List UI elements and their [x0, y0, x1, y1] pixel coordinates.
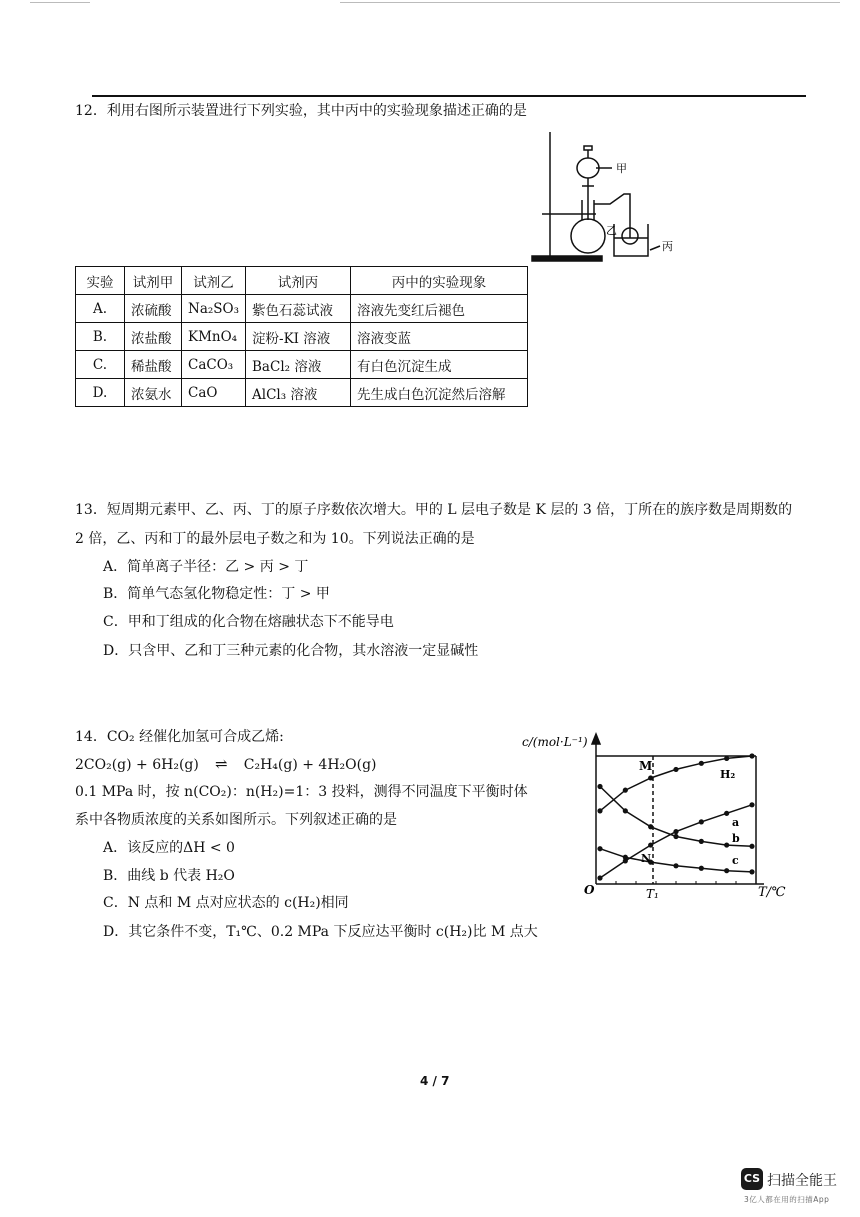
table-cell: 淀粉-KI 溶液 [246, 323, 351, 351]
series-label: a [732, 816, 740, 829]
data-point [673, 863, 678, 868]
table-row [76, 295, 528, 323]
data-point [699, 839, 704, 844]
q13-option-d: D．只含甲、乙和丁三种元素的化合物，其水溶液一定显碱性 [103, 643, 479, 659]
header-cell: 实验 [76, 267, 125, 295]
q14-equation [75, 754, 377, 775]
header-rule [92, 95, 806, 97]
q14-stem-line3: 0.1 MPa 时，按 n(CO₂)：n(H₂)=1：3 投料，测得不同温度下平衡时体 [75, 784, 528, 800]
equilibrium-arrow-icon: ⇌ [215, 755, 228, 773]
table-cell: CaCO₃ [182, 351, 246, 379]
table-cell: KMnO₄ [182, 323, 246, 351]
table-cell: 紫色石蕊试液 [246, 295, 351, 323]
scanner-logo: CS [741, 1168, 763, 1190]
q13-option-b: B．简单气态氢化物稳定性：丁 > 甲 [103, 586, 330, 602]
data-point [749, 844, 754, 849]
data-point [699, 819, 704, 824]
data-point [673, 834, 678, 839]
table-cell: BaCl₂ 溶液 [246, 351, 351, 379]
table-cell: B. [76, 323, 125, 351]
table-cell: 溶液先变红后褪色 [351, 295, 528, 323]
y-axis-arrow-icon [592, 734, 600, 744]
series-label: b [732, 832, 740, 845]
y-axis-label: c/(mol·L⁻¹) [522, 735, 588, 749]
data-point [648, 842, 653, 847]
equation-left: 2CO₂(g) + 6H₂(g) [75, 757, 199, 773]
label-bing: 丙 [662, 240, 673, 253]
data-point [724, 811, 729, 816]
table-cell: D. [76, 379, 125, 407]
q13-option-a: A．简单离子半径：乙 > 丙 > 丁 [103, 559, 309, 575]
q13-stem-line2: 2 倍，乙、丙和丁的最外层电子数之和为 10。下列说法正确的是 [75, 531, 475, 547]
point-label-m: M [639, 759, 653, 773]
series-line-c [600, 849, 752, 872]
data-point [749, 753, 754, 758]
series-line-H₂ [600, 756, 752, 811]
origin-label: O [584, 883, 595, 897]
table-cell: C. [76, 351, 125, 379]
scanner-app-name: 扫描全能王 [767, 1173, 837, 1189]
top-edge-line [30, 2, 90, 3]
data-point [623, 808, 628, 813]
table-cell: CaO [182, 379, 246, 407]
page-number: 4 / 7 [420, 1074, 450, 1088]
table-header-row [76, 267, 528, 295]
flask-bulb [571, 219, 605, 253]
data-point [724, 868, 729, 873]
table-cell: 浓硫酸 [125, 295, 182, 323]
table-row [76, 379, 528, 407]
stand-base [532, 256, 602, 261]
data-point [673, 829, 678, 834]
q14-option-c: C．N 点和 M 点对应状态的 c(H₂)相同 [103, 895, 349, 911]
top-edge-line [340, 2, 840, 3]
table-cell: Na₂SO₃ [182, 295, 246, 323]
scanner-tagline: 3亿人都在用的扫描App [744, 1195, 830, 1204]
data-point [623, 855, 628, 860]
x-tick-label: T₁ [646, 887, 659, 901]
data-point [699, 761, 704, 766]
x-axis-label: T/℃ [758, 885, 786, 900]
q12-stem: 12．利用右图所示装置进行下列实验，其中丙中的实验现象描述正确的是 [75, 103, 527, 119]
table-cell: A. [76, 295, 125, 323]
q14-stem-line1: 14．CO₂ 经催化加氢可合成乙烯: [75, 729, 284, 745]
header-cell: 试剂乙 [182, 267, 246, 295]
q13-stem-line1: 13．短周期元素甲、乙、丙、丁的原子序数依次增大。甲的 L 层电子数是 K 层的 3 倍，丁所在的族序数是周期数的 [75, 502, 793, 518]
data-point [597, 846, 602, 851]
q14-concentration-chart [520, 726, 810, 906]
data-point [623, 788, 628, 793]
q12-table [75, 266, 528, 407]
q14-option-d: D．其它条件不变，T₁℃、0.2 MPa 下反应达平衡时 c(H₂)比 M 点大 [103, 924, 538, 940]
label-jia: 甲 [616, 162, 627, 175]
point-label-n: N [641, 852, 652, 865]
data-point [597, 784, 602, 789]
data-point [749, 802, 754, 807]
table-cell: 先生成白色沉淀然后溶解 [351, 379, 528, 407]
table-cell: 稀盐酸 [125, 351, 182, 379]
series-label: c [732, 854, 739, 867]
equation-right: C₂H₄(g) + 4H₂O(g) [243, 757, 377, 773]
data-point [648, 775, 653, 780]
table-cell: 有白色沉淀生成 [351, 351, 528, 379]
data-point [749, 869, 754, 874]
q12-apparatus-diagram [530, 128, 690, 264]
header-cell: 试剂甲 [125, 267, 182, 295]
label-yi: 乙 [606, 224, 617, 237]
data-point [673, 767, 678, 772]
data-point [724, 756, 729, 761]
series-label: H₂ [720, 768, 736, 781]
q14-option-a: A．该反应的ΔH < 0 [103, 840, 235, 856]
header-cell: 丙中的实验现象 [351, 267, 528, 295]
table-cell: 浓盐酸 [125, 323, 182, 351]
funnel-bulb [577, 158, 599, 178]
data-point [597, 875, 602, 880]
q14-option-b: B．曲线 b 代表 H₂O [103, 868, 235, 884]
data-point [597, 808, 602, 813]
data-point [648, 824, 653, 829]
data-point [724, 842, 729, 847]
q14-stem-line4: 系中各物质浓度的关系如图所示。下列叙述正确的是 [75, 812, 397, 828]
table-row [76, 323, 528, 351]
table-cell: 溶液变蓝 [351, 323, 528, 351]
table-cell: 浓氨水 [125, 379, 182, 407]
table-row [76, 351, 528, 379]
table-cell: AlCl₃ 溶液 [246, 379, 351, 407]
q13-option-c: C．甲和丁组成的化合物在熔融状态下不能导电 [103, 614, 394, 630]
data-point [699, 866, 704, 871]
header-cell: 试剂丙 [246, 267, 351, 295]
